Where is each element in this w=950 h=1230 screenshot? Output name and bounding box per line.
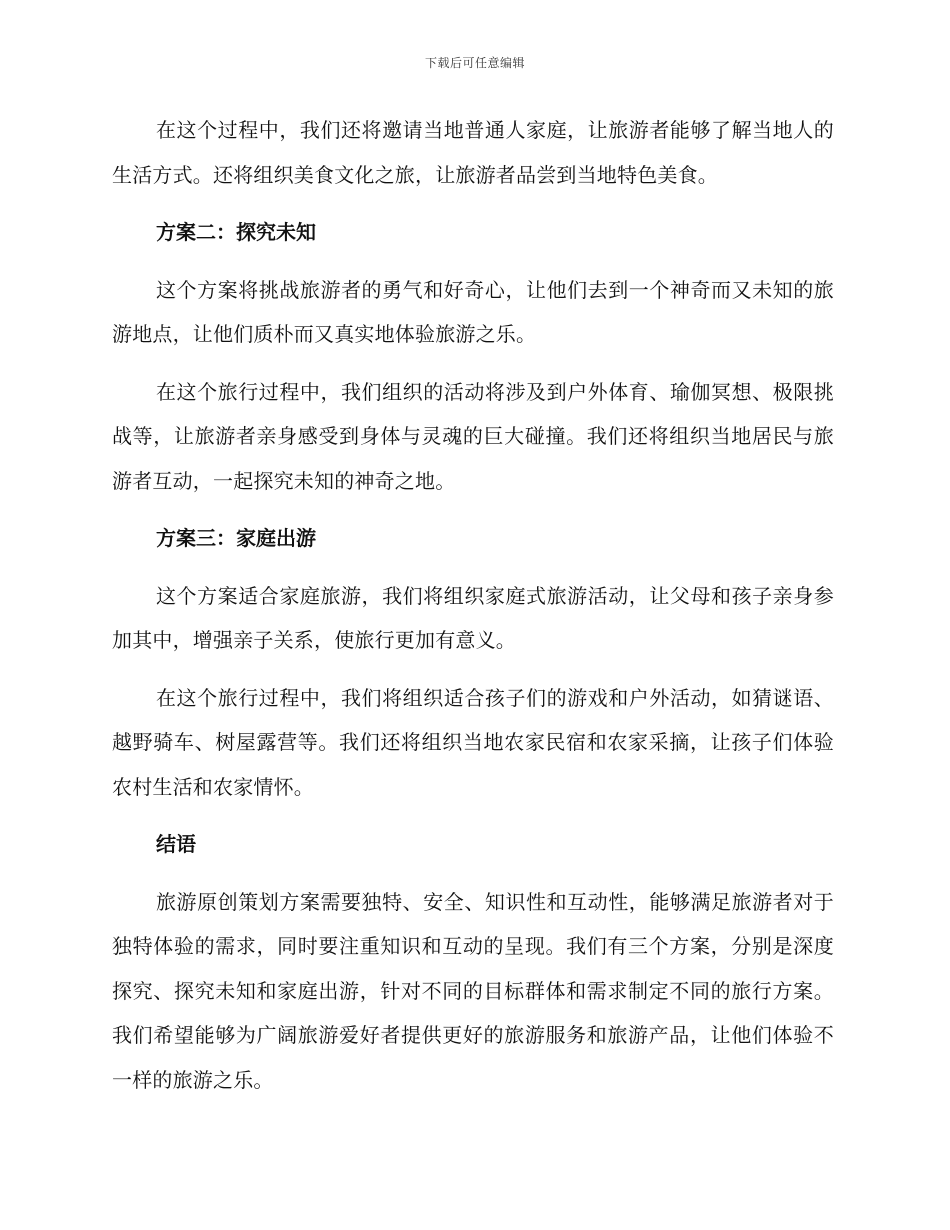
paragraph-family-visit: 在这个过程中，我们还将邀请当地普通人家庭，让旅游者能够了解当地人的生活方式。还将组织美食文化之旅，让旅游者品尝到当地特色美食。 bbox=[112, 118, 834, 187]
paragraph-plan-three-intro: 这个方案适合家庭旅游，我们将组织家庭式旅游活动，让父母和孩子亲身参加其中，增强亲子关系，使旅行更加有意义。 bbox=[112, 583, 834, 652]
paragraph-plan-three-activities: 在这个旅行过程中，我们将组织适合孩子们的游戏和户外活动，如猜谜语、越野骑车、树屋露营等。我们还将组织当地农家民宿和农家采摘，让孩子们体验农村生活和农家情怀。 bbox=[112, 685, 834, 799]
section-heading-plan-three: 方案三：家庭出游 bbox=[156, 526, 316, 550]
document-body bbox=[112, 108, 834, 1115]
paragraph-plan-two-intro: 这个方案将挑战旅游者的勇气和好奇心，让他们去到一个神奇而又未知的旅游地点，让他们质朴而又真实地体验旅游之乐。 bbox=[112, 277, 834, 346]
paragraph-conclusion: 旅游原创策划方案需要独特、安全、知识性和互动性，能够满足旅游者对于独特体验的需求，同时要注重知识和互动的呈现。我们有三个方案，分别是深度探究、探究未知和家庭出游，针对不同的目标群体和需求制定不同的旅行方案。我们希望能够为广阔旅游爱好者提供更好的旅游服务和旅游产品，让他们体验不一样的旅游之乐。 bbox=[112, 889, 834, 1092]
section-heading-conclusion: 结语 bbox=[156, 832, 196, 856]
section-heading-plan-two: 方案二：探究未知 bbox=[156, 220, 316, 244]
header-note: 下载后可任意编辑 bbox=[424, 56, 525, 70]
paragraph-plan-two-activities: 在这个旅行过程中，我们组织的活动将涉及到户外体育、瑜伽冥想、极限挑战等，让旅游者亲身感受到身体与灵魂的巨大碰撞。我们还将组织当地居民与旅游者互动，一起探究未知的神奇之地。 bbox=[112, 379, 834, 493]
